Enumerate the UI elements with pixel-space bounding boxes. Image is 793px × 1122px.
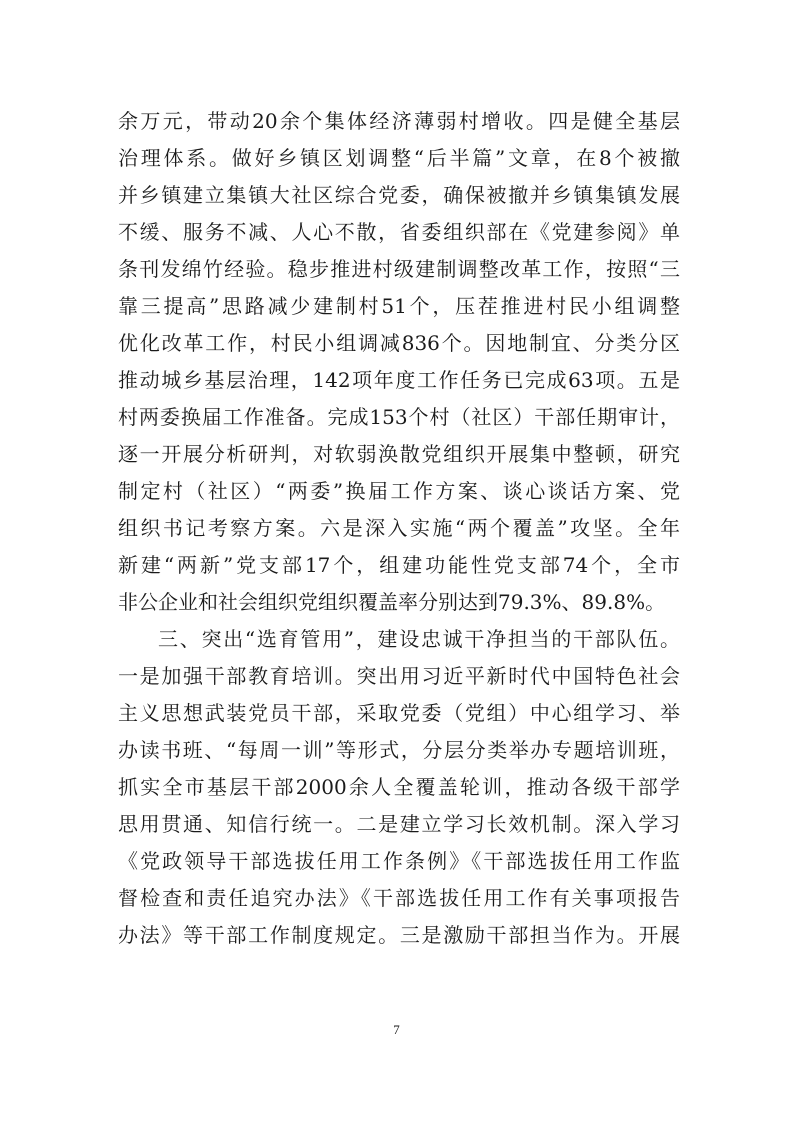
text-line: 《党政领导干部选拔任用工作条例》《干部选拔任用工作监 <box>118 849 680 873</box>
text-line: 新建“两新”党支部17个，组建功能性党支部74个，全市 <box>118 553 680 577</box>
text-line: 村两委换届工作准备。完成153个村（社区）干部任期审计， <box>118 405 680 429</box>
body-text <box>118 103 680 954</box>
text-line: 督检查和责任追究办法》《干部选拔任用工作有关事项报告 <box>118 886 680 910</box>
text-line: 主义思想武装党员干部，采取党委（党组）中心组学习、举 <box>118 701 680 725</box>
text-line: 余万元，带动20余个集体经济薄弱村增收。四是健全基层 <box>118 109 680 133</box>
text-line: 靠三提高”思路减少建制村51个，压茬推进村民小组调整 <box>118 294 680 318</box>
text-line: 条刊发绵竹经验。稳步推进村级建制调整改革工作，按照“三 <box>118 257 680 281</box>
text-line: 抓实全市基层干部2000余人全覆盖轮训，推动各级干部学 <box>118 775 680 799</box>
text-line: 非公企业和社会组织党组织覆盖率分别达到79.3%、89.8%。 <box>118 590 666 614</box>
page-number: 7 <box>393 1022 400 1037</box>
text-line: 制定村（社区）“两委”换届工作方案、谈心谈话方案、党 <box>118 479 680 503</box>
text-line: 治理体系。做好乡镇区划调整“后半篇”文章，在8个被撤 <box>118 146 680 170</box>
text-line: 优化改革工作，村民小组调减836个。因地制宜、分类分区 <box>118 331 680 355</box>
section-heading-line: 三、突出“选育管用”，建设忠诚干净担当的干部队伍。 <box>158 627 680 651</box>
text-line: 一是加强干部教育培训。突出用习近平新时代中国特色社会 <box>118 664 680 688</box>
text-line: 推动城乡基层治理，142项年度工作任务已完成63项。五是 <box>118 368 680 392</box>
text-line: 不缓、服务不减、人心不散，省委组织部在《党建参阅》单 <box>118 220 680 244</box>
text-line: 思用贯通、知信行统一。二是建立学习长效机制。深入学习 <box>118 812 680 836</box>
text-line: 组织书记考察方案。六是深入实施“两个覆盖”攻坚。全年 <box>118 516 680 540</box>
text-line: 逐一开展分析研判，对软弱涣散党组织开展集中整顿，研究 <box>118 442 680 466</box>
text-line: 并乡镇建立集镇大社区综合党委，确保被撤并乡镇集镇发展 <box>118 183 680 207</box>
text-line: 办法》等干部工作制度规定。三是激励干部担当作为。开展 <box>118 923 680 947</box>
text-line: 办读书班、“每周一训”等形式，分层分类举办专题培训班， <box>118 738 680 762</box>
